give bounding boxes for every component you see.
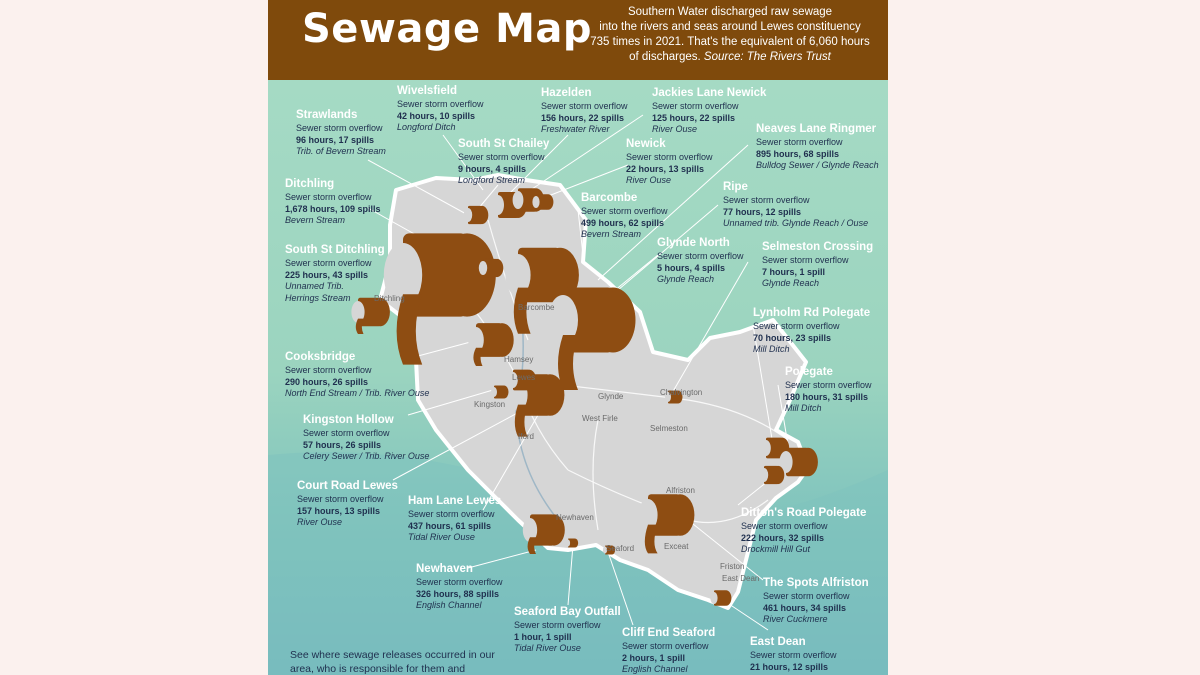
- overflow-label-south-st-ditchling: South St Ditchling Sewer storm overflow 225 hours, 43 spills Unnamed Trib. Herrings Stream: [285, 244, 385, 303]
- overflow-label-newhaven: Newhaven Sewer storm overflow 326 hours, 88 spills English Channel: [416, 563, 503, 610]
- footer-note: See where sewage releases occurred in our area, who is responsible for them and: [290, 649, 495, 675]
- overflow-label-kingston-hollow: Kingston Hollow Sewer storm overflow 57 hours, 26 spills Celery Sewer / Trib. River Ouse: [303, 414, 430, 461]
- overflow-label-seaford-bay-outfall: Seaford Bay Outfall Sewer storm overflow 1 hour, 1 spill Tidal River Ouse: [514, 606, 621, 653]
- place-label: Kingston: [474, 400, 506, 409]
- pipe-marker: [779, 448, 818, 477]
- header-banner: [268, 0, 888, 80]
- overflow-label-east-dean: East Dean Sewer storm overflow 21 hours, 12 spills: [750, 636, 837, 672]
- pipe-marker: [532, 194, 553, 210]
- place-label: Barcombe: [518, 303, 555, 312]
- place-label: Selmeston: [650, 424, 688, 433]
- overflow-label-court-road-lewes: Court Road Lewes Sewer storm overflow 157 hours, 13 spills River Ouse: [297, 480, 398, 527]
- place-label: Iford: [518, 432, 535, 441]
- overflow-label-polegate: Polegate Sewer storm overflow 180 hours, 31 spills Mill Ditch: [785, 366, 872, 413]
- overflow-label-hazelden: Hazelden Sewer storm overflow 156 hours, 22 spills Freshwater River: [541, 87, 628, 134]
- pipe-marker: [491, 386, 509, 399]
- place-label: Glynde: [598, 392, 624, 401]
- overflow-label-ditchling: Ditchling Sewer storm overflow 1,678 hours, 109 spills Bevern Stream: [285, 178, 381, 225]
- overflow-label-glynde-north: Glynde North Sewer storm overflow 5 hours, 4 spills Glynde Reach: [657, 237, 744, 284]
- overflow-label-ripe: Ripe Sewer storm overflow 77 hours, 12 spills Unnamed trib. Glynde Reach / Ouse: [723, 181, 869, 228]
- overflow-label-the-spots-alfriston: The Spots Alfriston Sewer storm overflow 461 hours, 34 spills River Cuckmere: [763, 577, 869, 624]
- place-label: Exceat: [664, 542, 689, 551]
- place-label: West Firle: [582, 414, 618, 423]
- sewage-map-poster: [268, 0, 888, 675]
- place-label: Hamsey: [504, 355, 534, 364]
- overflow-label-cliff-end-seaford: Cliff End Seaford Sewer storm overflow 2 hours, 1 spill English Channel: [622, 627, 716, 674]
- place-label: Seaford: [606, 544, 635, 553]
- overflow-label-selmeston-crossing: Selmeston Crossing Sewer storm overflow 7 hours, 1 spill Glynde Reach: [762, 241, 874, 288]
- place-label: Alfriston: [666, 486, 695, 495]
- overflow-label-cooksbridge: Cooksbridge Sewer storm overflow 290 hours, 26 spills North End Stream / Trib. River Ouse: [285, 351, 430, 398]
- pipe-marker: [566, 538, 578, 547]
- overflow-label-south-st-chailey: South St Chailey Sewer storm overflow 9 hours, 4 spills Longford Stream: [458, 138, 550, 185]
- header-subtitle: Southern Water discharged raw sewage into the rivers and seas around Lewes constituency 735 times in 2021. That's the equivalent of 6,060 hours of discharges. Source: The Rivers Trust: [590, 6, 870, 63]
- overflow-label-jackies-lane-newick: Jackies Lane Newick Sewer storm overflow 125 hours, 22 spills River Ouse: [652, 87, 767, 134]
- pipe-marker: [479, 259, 504, 277]
- page-title: Sewage Map: [302, 6, 592, 52]
- place-label: Lewes: [512, 373, 536, 382]
- overflow-label-strawlands: Strawlands Sewer storm overflow 96 hours, 17 spills Trib. of Bevern Stream: [296, 109, 386, 156]
- source-credit: Source: The Rivers Trust: [703, 51, 831, 63]
- pipe-marker: [760, 466, 785, 484]
- overflow-label-dittons-road-polegate: Ditton's Road Polegate Sewer storm overflow 222 hours, 32 spills Drockmill Hill Gut: [741, 507, 867, 554]
- overflow-label-lynholm-rd-polegate: Lynholm Rd Polegate Sewer storm overflow 70 hours, 23 spills Mill Ditch: [753, 307, 871, 354]
- place-label: Newhaven: [556, 513, 594, 522]
- pipe-marker: [464, 206, 489, 224]
- place-label: East Dean: [722, 574, 760, 583]
- pipe-marker: [710, 590, 731, 606]
- overflow-label-wivelsfield: Wivelsfield Sewer storm overflow 42 hours, 10 spills Longford Ditch: [397, 85, 484, 132]
- overflow-label-newick: Newick Sewer storm overflow 22 hours, 13 spills River Ouse: [626, 138, 713, 185]
- place-label: Chalvington: [660, 388, 703, 397]
- place-label: Friston: [720, 562, 745, 571]
- overflow-label-neaves-lane-ringmer: Neaves Lane Ringmer Sewer storm overflow 895 hours, 68 spills Bulldog Sewer / Glynde Reach: [756, 123, 879, 170]
- overflow-label-ham-lane-lewes: Ham Lane Lewes Sewer storm overflow 437 hours, 61 spills Tidal River Ouse: [408, 495, 502, 542]
- place-label: Ditchling: [374, 294, 405, 303]
- overflow-label-barcombe: Barcombe Sewer storm overflow 499 hours, 62 spills Bevern Stream: [581, 192, 668, 239]
